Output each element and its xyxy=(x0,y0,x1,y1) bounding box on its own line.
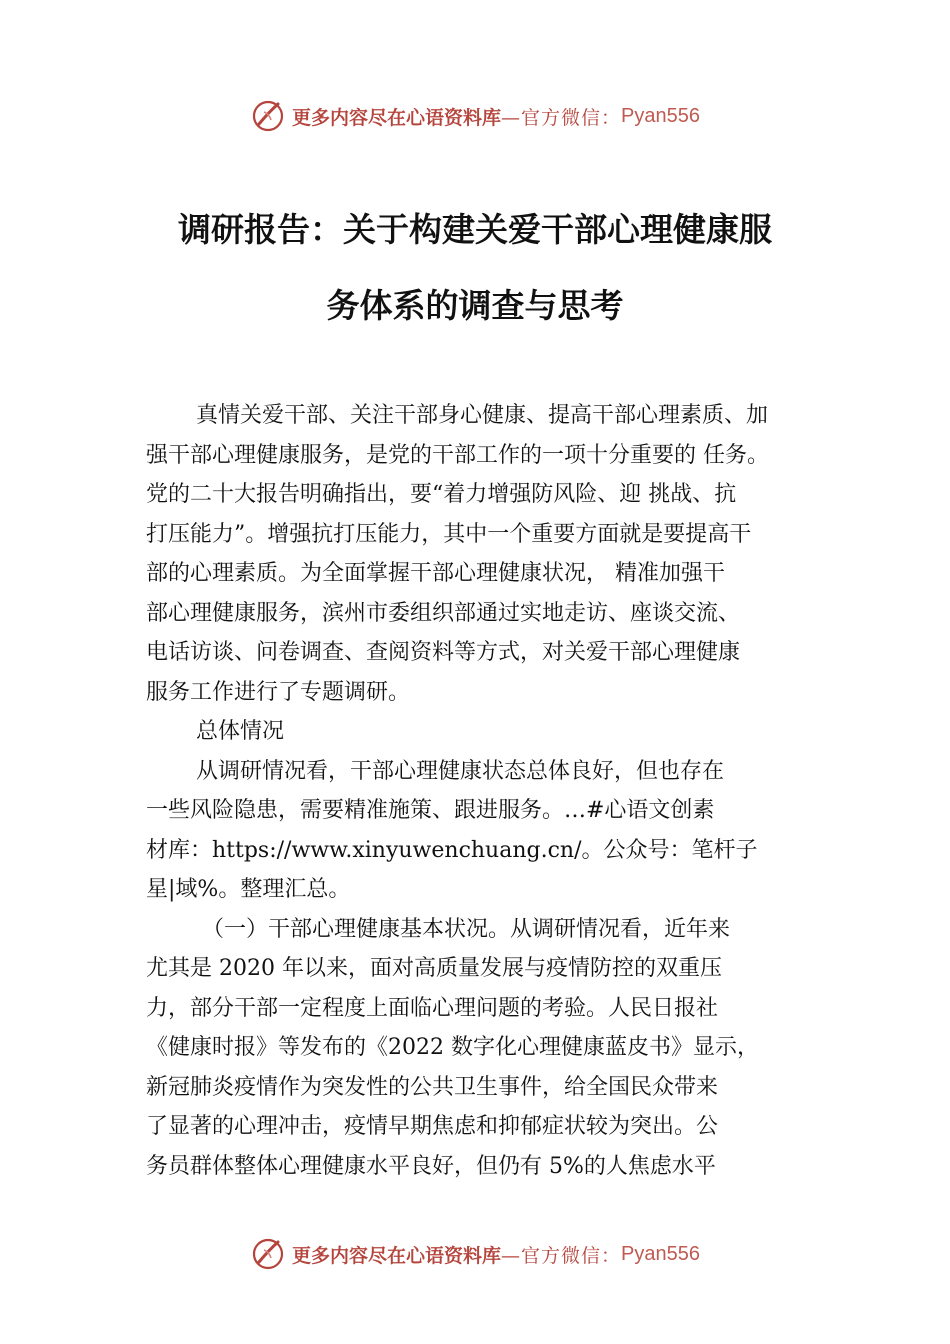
brush-logo-icon xyxy=(250,98,286,134)
body-line: 打压能力”。增强抗打压能力，其中一个重要方面就是要提高干 xyxy=(146,521,752,547)
body-line: 新冠肺炎疫情作为突发性的公共卫生事件，给全国民众带来 xyxy=(146,1074,719,1100)
body-line: 服务工作进行了专题调研。 xyxy=(146,679,411,705)
body-line: （一）干部心理健康基本状况。从调研情况看，近年来 xyxy=(202,916,731,942)
body-line: 党的二十大报告明确指出，要“着力增强防风险、迎 挑战、抗 xyxy=(146,482,737,507)
body-line: 从调研情况看，干部心理健康状态总体良好，但也存在 xyxy=(196,758,725,784)
brush-logo-icon xyxy=(250,1236,286,1272)
banner-sub-text: —官方微信： xyxy=(501,1244,622,1267)
body-line: 强干部心理健康服务，是党的干部工作的一项十分重要的 任务。 xyxy=(146,442,769,468)
banner-sub-text: —官方微信： xyxy=(501,106,622,129)
header-banner xyxy=(0,96,950,136)
body-line: 真情关爱干部、关注干部身心健康、提高干部心理素质、加 xyxy=(196,403,769,428)
banner-main-text: 更多内容尽在心语资料库 xyxy=(292,106,502,129)
body-line: 部心理健康服务，滨州市委组织部通过实地走访、座谈交流、 xyxy=(146,600,741,626)
section-heading: 总体情况 xyxy=(196,719,285,744)
body-line: 尤其是 2020 年以来，面对高质量发展与疫情防控的双重压 xyxy=(146,956,722,981)
body-line: 星|域%。整理汇总。 xyxy=(146,877,351,902)
body-line: 力，部分干部一定程度上面临心理问题的考验。人民日报社 xyxy=(146,995,719,1021)
body-line: 《健康时报》等发布的《2022 数字化心理健康蓝皮书》显示， xyxy=(146,1035,759,1060)
banner-wechat-id: Pyan556 xyxy=(621,104,700,127)
body-line: 电话访谈、问卷调查、查阅资料等方式，对关爱干部心理健康 xyxy=(146,640,741,665)
banner-wechat-id: Pyan556 xyxy=(621,1242,700,1265)
document-body xyxy=(146,396,836,1186)
body-line: 了显著的心理冲击，疫情早期焦虑和抑郁症状较为突出。公 xyxy=(146,1114,719,1139)
body-line: 务员群体整体心理健康水平良好，但仍有 5%的人焦虑水平 xyxy=(146,1153,716,1179)
document-title-line-1: 调研报告：关于构建关爱干部心理健康服 xyxy=(178,210,772,249)
document-title-line-2: 务体系的调查与思考 xyxy=(326,286,624,325)
body-line: 材库：https://www.xinyuwenchuang.cn/。公众号：笔杆子 xyxy=(146,837,758,863)
body-line: 一些风险隐患，需要精准施策、跟进服务。…#心语文创素 xyxy=(146,798,715,823)
body-line: 部的心理素质。为全面掌握干部心理健康状况， 精准加强干 xyxy=(146,561,725,586)
footer-banner xyxy=(0,1234,950,1274)
banner-main-text: 更多内容尽在心语资料库 xyxy=(292,1244,502,1267)
